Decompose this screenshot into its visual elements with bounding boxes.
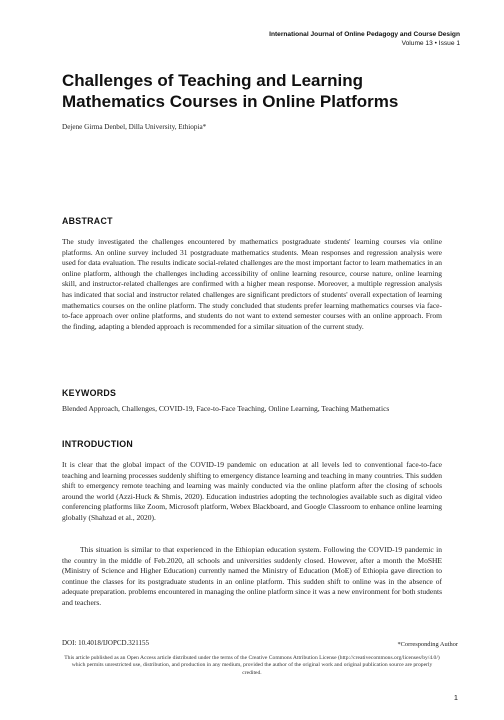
keywords-heading: KEYWORDS — [62, 388, 117, 398]
introduction-paragraph-1: It is clear that the global impact of the COVID-19 pandemic on education at all levels led to conventional face-to-face teaching and learning processes suddenly shifting to emergency distance learning and teaching in many countries. This sudden shift to emergency remote teaching and learning was mainly conducted via the online platform after the closing of schools around the world (Azzi-Huck & Shmis, 2020). Education industries adopting the technologies available such as digital video conferencing platforms like Zoom, Microsoft platform, Webex Blackboard, and Google Classroom to enhance online learning globally (Shahzad et al., 2020). — [62, 460, 442, 522]
doi-link[interactable]: DOI: 10.4018/IJOPCD.321155 — [62, 639, 150, 647]
journal-header — [269, 30, 460, 48]
author-line: Dejene Girma Denbel, Dilla University, Ethiopia* — [62, 123, 207, 131]
page-number: 1 — [453, 693, 458, 702]
abstract-heading: ABSTRACT — [62, 216, 113, 226]
paper-title: Challenges of Teaching and Learning Mathematics Courses in Online Platforms — [62, 71, 399, 111]
introduction-paragraph-2: This situation is similar to that experienced in the Ethiopian education system. Following the COVID-19 pandemic in the country in the middle of Feb.2020, all schools and universities suddenly closed. However, after a month the MoSHE (Ministry of Science and Higher Education) currently named the Ministry of Education (MoE) of Ethiopia gave direction to continue the classes for its postgraduate students in an online platform. This sudden shift to online was in the absence of adequate preparation. problems encountered in managing the online platform since it was a new environment for both students and teachers. — [62, 545, 442, 607]
corresponding-author-note: *Corresponding Author — [397, 641, 458, 648]
journal-name: International Journal of Online Pedagogy and Course Design — [269, 31, 460, 38]
license-notice: This article published as an Open Access article distributed under the terms of the Creative Commons Attribution License (http://creativecommons.org/licenses/by/4.0/) which permits unrestricted use, distribution, and production in any medium, provided the author of the original work and original publication source are properly credited. — [64, 655, 440, 676]
abstract-text: The study investigated the challenges encountered by mathematics postgraduate students' learning courses via online platforms. An online survey included 31 postgraduate mathematics students. Mean responses and regression analysis were used for data evaluation. The results indicate social-related challenges are the most important factor to learn mathematics in an online platform, although the challenges including accessibility of online learning resource, course nature, online learning skill, and instructor-related challenges are confirmed with a higher mean response. Moreover, a multiple regression analysis has indicated that social and instructor related challenges are significant predictors of students' overall expectation of learning mathematics courses on the online platform. The study concluded that students prefer learning mathematics courses via face-to-face approach over online platforms, and students do not want to extend semester courses with an online approach. From the finding, adapting a blended approach is recommended for a similar situation of the current study. — [62, 237, 442, 331]
journal-volume: Volume 13 • Issue 1 — [401, 40, 460, 47]
introduction-heading: INTRODUCTION — [62, 439, 134, 449]
keywords-text: Blended Approach, Challenges, COVID-19, Face-to-Face Teaching, Online Learning, Teaching Mathematics — [62, 404, 390, 413]
